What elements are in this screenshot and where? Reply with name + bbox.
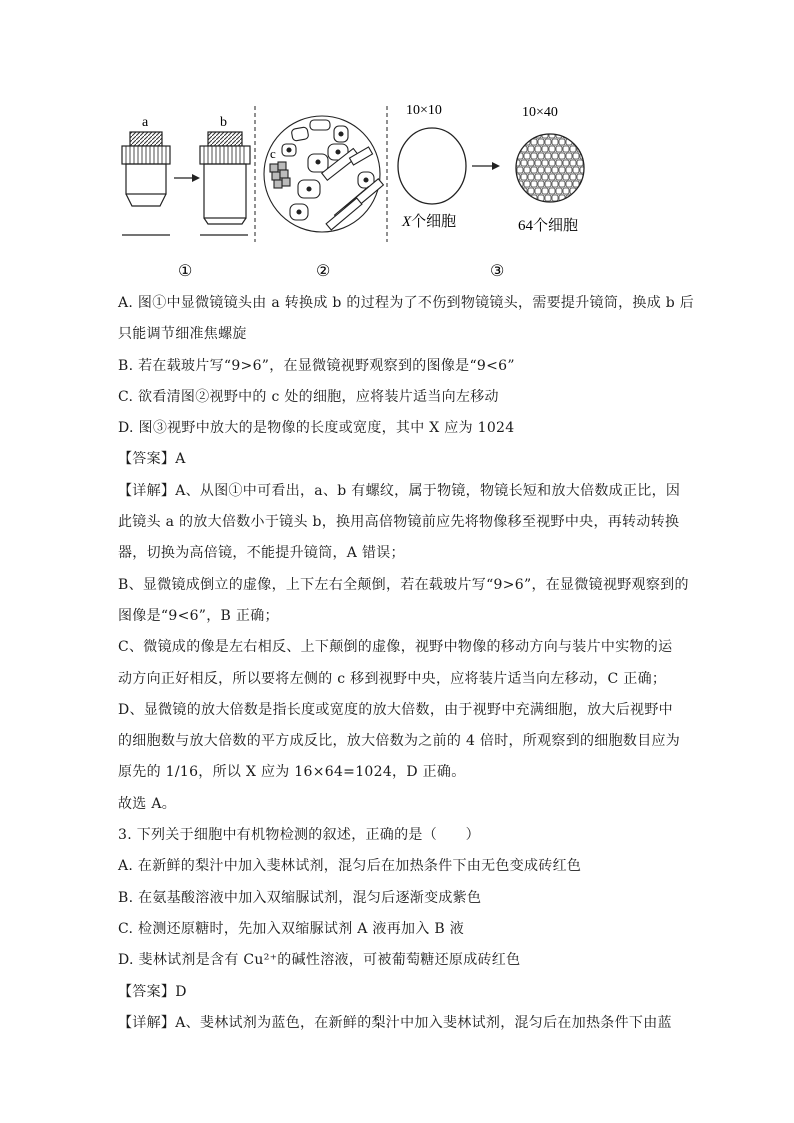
cell <box>538 181 544 187</box>
q2-detail-line: 原先的 1/16，所以 X 应为 16×64=1024，D 正确。 <box>118 764 466 781</box>
cell <box>524 153 530 159</box>
cell <box>524 181 530 187</box>
cell <box>566 167 572 173</box>
magnification-high: 10×40 <box>522 105 558 120</box>
cell <box>538 139 544 145</box>
q2-detail-line: 图像是“9<6”，B 正确； <box>118 607 279 624</box>
cell <box>542 202 548 208</box>
q3-answer: 【答案】D <box>118 983 187 1000</box>
cell <box>584 146 590 152</box>
cell <box>545 167 551 173</box>
q2-detail-line: D、显微镜的放大倍数是指长度或宽度的放大倍数，由于视野中充满细胞，放大后视野中 <box>118 701 673 718</box>
cell <box>559 153 565 159</box>
cell <box>570 146 576 152</box>
cell <box>549 174 555 180</box>
cell <box>559 181 565 187</box>
cell <box>573 153 579 159</box>
cell <box>535 188 541 194</box>
cell <box>545 195 551 201</box>
objective-lens-b <box>200 132 250 224</box>
panel-3-label: ③ <box>490 263 505 280</box>
cell <box>524 167 530 173</box>
cell <box>573 195 579 201</box>
cell <box>535 174 541 180</box>
cell <box>566 153 572 159</box>
cell <box>531 153 537 159</box>
q2-option-d: D. 图③视野中放大的是物像的长度或宽度，其中 X 应为 1024 <box>118 420 515 437</box>
cell <box>549 160 555 166</box>
cell <box>545 153 551 159</box>
cell <box>552 153 558 159</box>
q3-detail-start: 【详解】A、斐林试剂为蓝色，在新鲜的梨汁中加入斐林试剂，混匀后在加热条件下由蓝 <box>118 1014 672 1031</box>
q2-detail-line: 【详解】A、从图①中可看出，a、b 有螺纹，属于物镜，物镜长短和放大倍数成正比，因 <box>118 482 681 499</box>
cell <box>556 174 562 180</box>
cell <box>514 146 520 152</box>
cell <box>524 195 530 201</box>
cell <box>559 167 565 173</box>
cell <box>556 202 562 208</box>
field-of-view-2 <box>264 116 383 232</box>
cell <box>587 153 593 159</box>
cell <box>580 139 586 145</box>
cell <box>517 167 523 173</box>
objective-lens-a <box>122 132 170 206</box>
cell <box>580 195 586 201</box>
q3-option-c: C. 检测还原糖时，先加入双缩脲试剂 A 液再加入 B 液 <box>118 920 465 937</box>
cell <box>549 146 555 152</box>
cell <box>552 167 558 173</box>
field-of-view-high <box>514 132 593 208</box>
q2-detail-line: 此镜头 a 的放大倍数小于镜头 b，换用高倍物镜前应先将物像移至视野中央，再转动转换 <box>118 514 680 531</box>
cell <box>580 167 586 173</box>
q3-option-a: A. 在新鲜的梨汁中加入斐林试剂，混匀后在加热条件下由无色变成砖红色 <box>118 858 582 875</box>
q3-stem: 3. 下列关于细胞中有机物检测的叙述，正确的是（ ） <box>118 827 480 844</box>
cell <box>514 188 520 194</box>
cell <box>559 139 565 145</box>
cell <box>587 139 593 145</box>
q3-option-d: D. 斐林试剂是含有 Cu²⁺的碱性溶液，可被葡萄糖还原成砖红色 <box>118 952 521 969</box>
cell <box>563 160 569 166</box>
label-c: c <box>270 146 276 161</box>
q2-detail-line: C、微镜成的像是左右相反、上下颠倒的虚像，视野中物像的移动方向与装片中实物的运 <box>118 639 673 656</box>
q2-detail-line: 动方向正好相反，所以要将左侧的 c 移到视野中央，应将装片适当向左移动，C 正确； <box>118 670 667 687</box>
cell <box>570 160 576 166</box>
q3-option-b: B. 在氨基酸溶液中加入双缩脲试剂，混匀后逐渐变成紫色 <box>118 889 482 906</box>
cell <box>531 181 537 187</box>
cell <box>542 146 548 152</box>
q2-answer: 【答案】A <box>118 451 186 468</box>
magnification-low: 10×10 <box>406 103 442 118</box>
q2-conclusion: 故选 A。 <box>118 795 177 812</box>
cell <box>517 195 523 201</box>
cell <box>577 202 583 208</box>
cell <box>514 132 520 138</box>
caption-low <box>401 213 456 230</box>
cell <box>528 202 534 208</box>
cell <box>570 202 576 208</box>
q2-option-a: A. 图①中显微镜镜头由 a 转换成 b 的过程为了不伤到物镜镜头，需要提升镜筒，换成 b 后 <box>118 295 695 311</box>
cell <box>521 174 527 180</box>
cell <box>514 202 520 208</box>
cell <box>577 160 583 166</box>
cell <box>584 132 590 138</box>
cell <box>584 202 590 208</box>
cell <box>542 160 548 166</box>
cell <box>542 174 548 180</box>
cell <box>528 132 534 138</box>
cell <box>573 167 579 173</box>
q2-detail-line: 器，切换为高倍镜，不能提升镜筒，A 错误； <box>118 545 405 562</box>
cell <box>528 174 534 180</box>
q2-detail-line: B、显微镜成倒立的虚像，上下左右全颠倒，若在载玻片写“9>6”，在显微镜视野观察到的 <box>118 576 689 593</box>
cell <box>584 188 590 194</box>
cell <box>584 174 590 180</box>
cell <box>556 188 562 194</box>
cell <box>556 146 562 152</box>
cell <box>563 146 569 152</box>
cell <box>577 188 583 194</box>
cell <box>535 146 541 152</box>
caption-low-var: X <box>402 214 412 230</box>
cell <box>563 202 569 208</box>
q2-detail-line: 的细胞数与放大倍数的平方成反比，放大倍数为之前的 4 倍时，所观察到的细胞数目应为 <box>118 733 681 750</box>
cell <box>577 132 583 138</box>
cell <box>584 160 590 166</box>
cell <box>570 174 576 180</box>
panel-2-label: ② <box>316 263 331 280</box>
cell <box>563 174 569 180</box>
cell <box>535 160 541 166</box>
q2-option-c: C. 欲看清图②视野中的 c 处的细胞，应将装片适当向左移动 <box>118 388 499 405</box>
cell <box>535 202 541 208</box>
cell <box>549 202 555 208</box>
caption-high: 64个细胞 <box>518 218 579 234</box>
cell <box>570 132 576 138</box>
cell <box>528 146 534 152</box>
cell <box>521 160 527 166</box>
question-text <box>118 288 695 1039</box>
cell <box>587 181 593 187</box>
q2-option-a-cont: 只能调节细准焦螺旋 <box>118 326 247 343</box>
cell <box>542 188 548 194</box>
cell <box>528 160 534 166</box>
cell <box>549 132 555 138</box>
cell <box>587 195 593 201</box>
cell <box>528 188 534 194</box>
cell <box>545 181 551 187</box>
cell <box>552 139 558 145</box>
cell <box>521 132 527 138</box>
cell <box>517 139 523 145</box>
label-a: a <box>142 115 149 130</box>
cell <box>563 188 569 194</box>
cell <box>538 153 544 159</box>
cell <box>545 139 551 145</box>
caption-low-rest: 个细胞 <box>411 214 457 230</box>
cell <box>552 195 558 201</box>
panel-1-label: ① <box>178 263 193 280</box>
cell <box>549 188 555 194</box>
cell <box>587 167 593 173</box>
field-of-view-low <box>398 128 466 204</box>
microscope-figure <box>112 96 612 286</box>
cell <box>556 160 562 166</box>
cell <box>531 167 537 173</box>
cell <box>552 181 558 187</box>
cell <box>521 202 527 208</box>
q2-option-b: B. 若在载玻片写“9>6”，在显微镜视野观察到的图像是“9<6” <box>118 357 515 374</box>
cell <box>538 167 544 173</box>
label-b: b <box>220 115 227 130</box>
cell <box>566 181 572 187</box>
